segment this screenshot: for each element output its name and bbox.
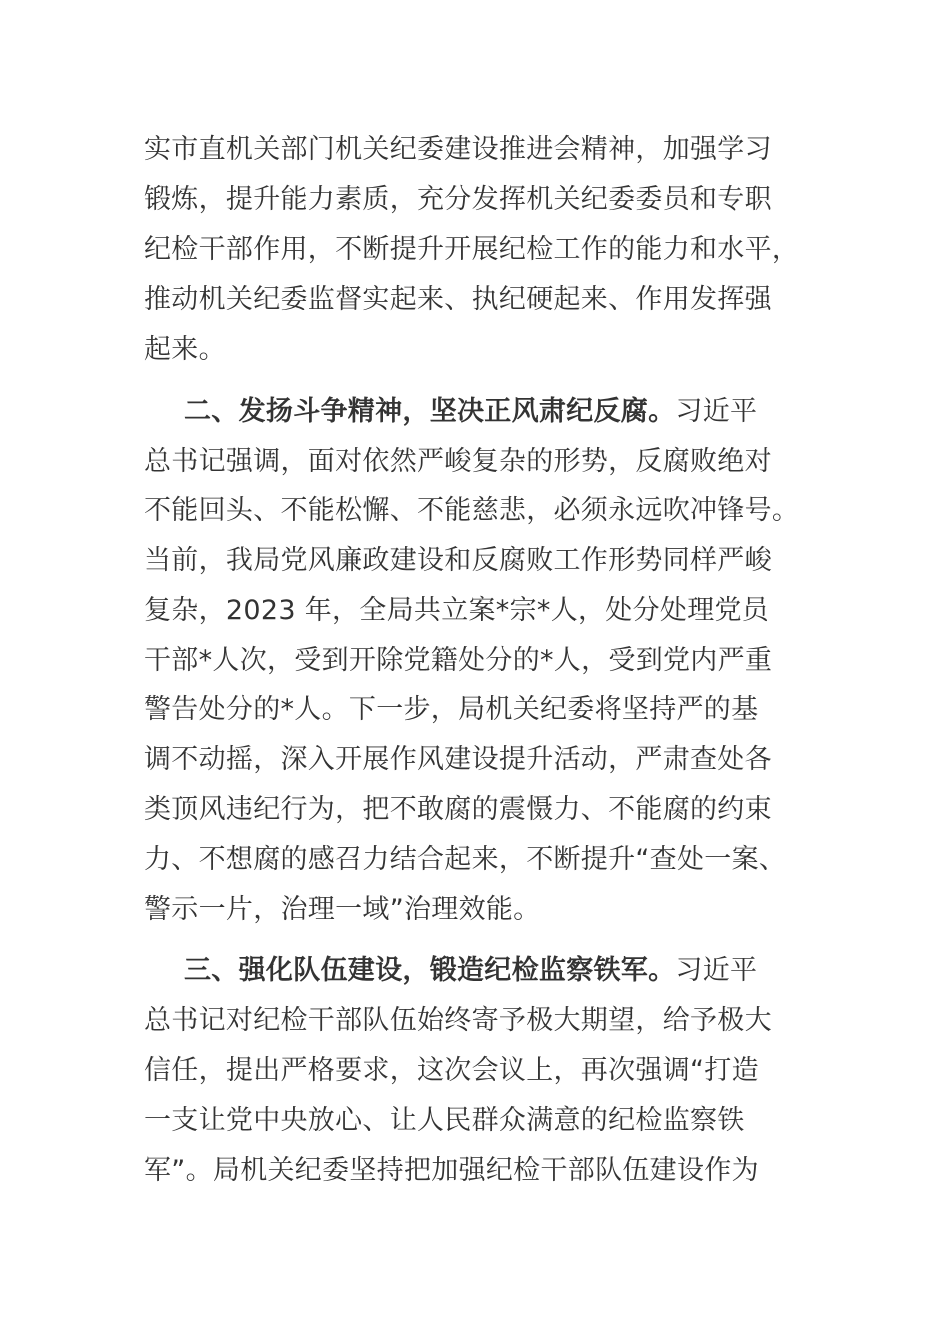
paragraph-3-first-line bbox=[184, 954, 757, 988]
paragraph-2-first-line-rest: 习近平 bbox=[675, 396, 758, 427]
paragraph-2-line-5: 复杂，2023 年，全局共立案*宗*人，处分处理党员 bbox=[144, 595, 770, 626]
paragraph-3-line-4: 一支让党中央放心、让人民群众满意的纪检监察铁 bbox=[144, 1105, 745, 1136]
paragraph-3-line-3: 信任，提出严格要求，这次会议上，再次强调“打造 bbox=[144, 1055, 759, 1086]
paragraph-2-line-4: 当前，我局党风廉政建设和反腐败工作形势同样严峻 bbox=[144, 545, 772, 576]
paragraph-2-line-7: 警告处分的*人。下一步，局机关纪委将坚持严的基 bbox=[144, 694, 759, 725]
paragraph-2-line-11: 警示一片，治理一域”治理效能。 bbox=[144, 894, 541, 925]
paragraph-2-line-10: 力、不想腐的感召力结合起来，不断提升“查处一案、 bbox=[144, 844, 787, 875]
paragraph-2-first-line bbox=[184, 395, 757, 429]
paragraph-3-line-2: 总书记对纪检干部队伍始终寄予极大期望，给予极大 bbox=[144, 1005, 772, 1036]
paragraph-2-line-6: 干部*人次，受到开除党籍处分的*人，受到党内严重 bbox=[144, 645, 773, 676]
paragraph-2-line-8: 调不动摇，深入开展作风建设提升活动，严肃查处各 bbox=[144, 744, 772, 775]
section-3-heading: 三、强化队伍建设，锻造纪检监察铁军。 bbox=[184, 955, 676, 986]
paragraph-1-line-1: 实市直机关部门机关纪委建设推进会精神，加强学习 bbox=[144, 134, 772, 165]
paragraph-2-line-2: 总书记强调，面对依然严峻复杂的形势，反腐败绝对 bbox=[144, 446, 772, 477]
paragraph-2-line-3: 不能回头、不能松懈、不能慈悲，必须永远吹冲锋号。 bbox=[144, 495, 800, 526]
paragraph-1-line-3: 纪检干部作用，不断提升开展纪检工作的能力和水平， bbox=[144, 234, 800, 265]
paragraph-2-line-9: 类顶风违纪行为，把不敢腐的震慑力、不能腐的约束 bbox=[144, 794, 772, 825]
paragraph-3-line-5: 军”。局机关纪委坚持把加强纪检干部队伍建设作为 bbox=[144, 1155, 759, 1186]
paragraph-3-first-line-rest: 习近平 bbox=[675, 955, 758, 986]
paragraph-1-line-2: 锻炼，提升能力素质，充分发挥机关纪委委员和专职 bbox=[144, 184, 772, 215]
paragraph-1-line-4: 推动机关纪委监督实起来、执纪硬起来、作用发挥强 bbox=[144, 284, 772, 315]
section-2-heading: 二、发扬斗争精神，坚决正风肃纪反腐。 bbox=[184, 396, 676, 427]
paragraph-1-line-5: 起来。 bbox=[144, 334, 226, 365]
